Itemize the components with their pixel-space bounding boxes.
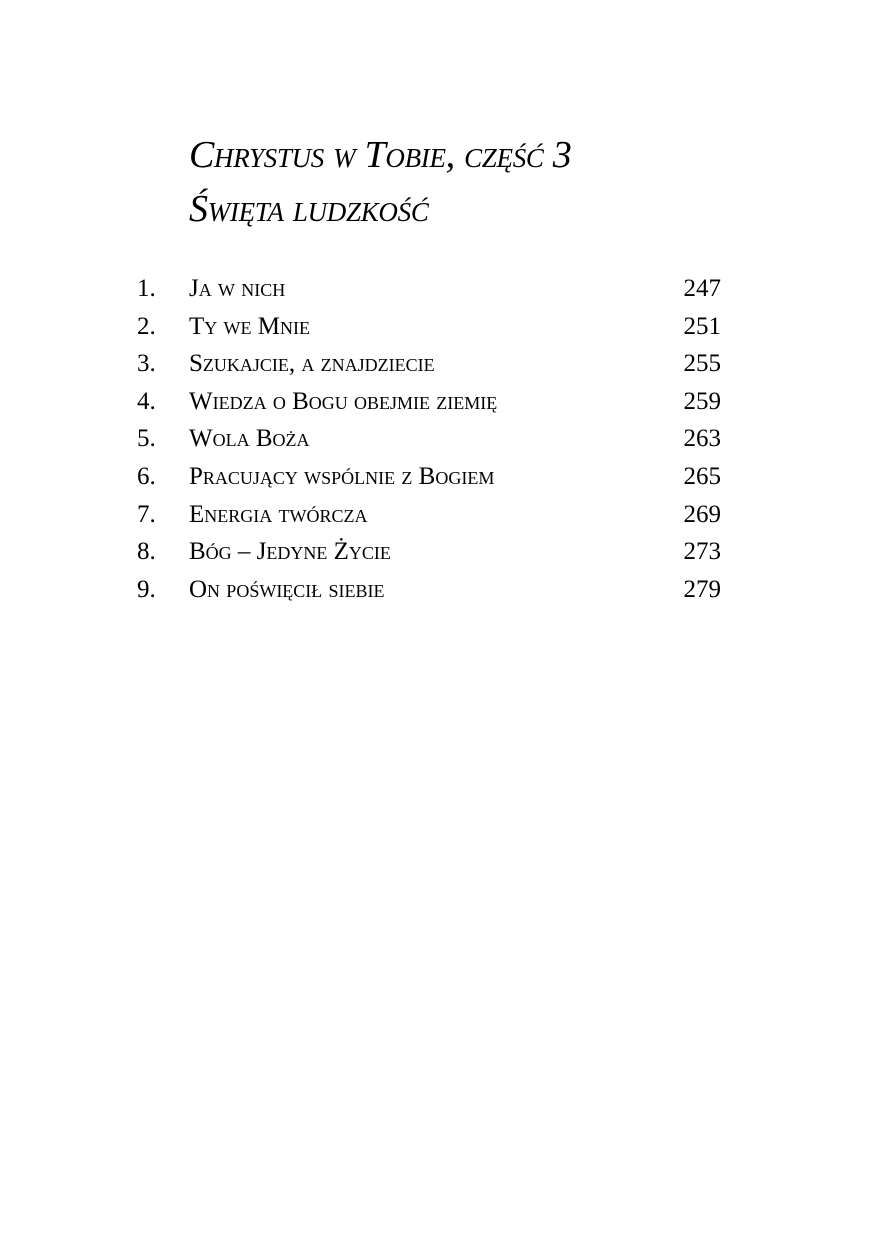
toc-entry-title: Ty we Mnie (189, 312, 310, 340)
toc-entry-number: 3. (137, 350, 156, 378)
toc-entry-page: 269 (683, 500, 721, 528)
table-of-contents (137, 270, 721, 608)
toc-entry (137, 458, 721, 496)
toc-entry (137, 308, 721, 346)
toc-entry-page: 247 (683, 275, 721, 302)
toc-entry-title: Ja w nich (189, 275, 286, 302)
toc-entry (137, 496, 721, 534)
toc-entry-title: Wola Boża (189, 425, 310, 453)
toc-entry-page: 255 (683, 350, 721, 378)
toc-entry-page: 279 (683, 575, 721, 603)
toc-entry (137, 571, 721, 609)
toc-entry-title: On poświęcił siebie (189, 575, 385, 603)
toc-entry-page: 265 (683, 462, 721, 490)
toc-entry-page: 273 (683, 538, 721, 566)
toc-entry (137, 270, 721, 308)
toc-entry-title: Energia twórcza (189, 500, 368, 528)
section-heading (189, 128, 789, 236)
toc-entry-number: 9. (137, 575, 156, 603)
section-title: Chrystus w Tobie, część 3 (189, 134, 572, 176)
toc-entry-number: 6. (137, 462, 156, 490)
toc-entry-page: 251 (683, 312, 721, 340)
toc-entry (137, 420, 721, 458)
toc-entry-number: 4. (137, 387, 156, 415)
toc-entry (137, 533, 721, 571)
toc-entry-number: 7. (137, 500, 156, 528)
toc-entry-title: Bóg – Jedyne Życie (189, 538, 391, 566)
toc-entry-page: 263 (683, 425, 721, 453)
toc-entry (137, 345, 721, 383)
toc-entry-page: 259 (683, 387, 721, 415)
toc-entry-number: 1. (137, 275, 156, 302)
toc-entry-number: 8. (137, 538, 156, 566)
section-subtitle: Święta ludzkość (189, 188, 429, 230)
toc-entry-title: Pracujący wspólnie z Bogiem (189, 462, 495, 490)
toc-entry-title: Szukajcie, a znajdziecie (189, 350, 435, 378)
toc-entry (137, 383, 721, 421)
toc-entry-title: Wiedza o Bogu obejmie ziemię (189, 387, 498, 415)
toc-entry-number: 2. (137, 312, 156, 340)
toc-entry-number: 5. (137, 425, 156, 453)
